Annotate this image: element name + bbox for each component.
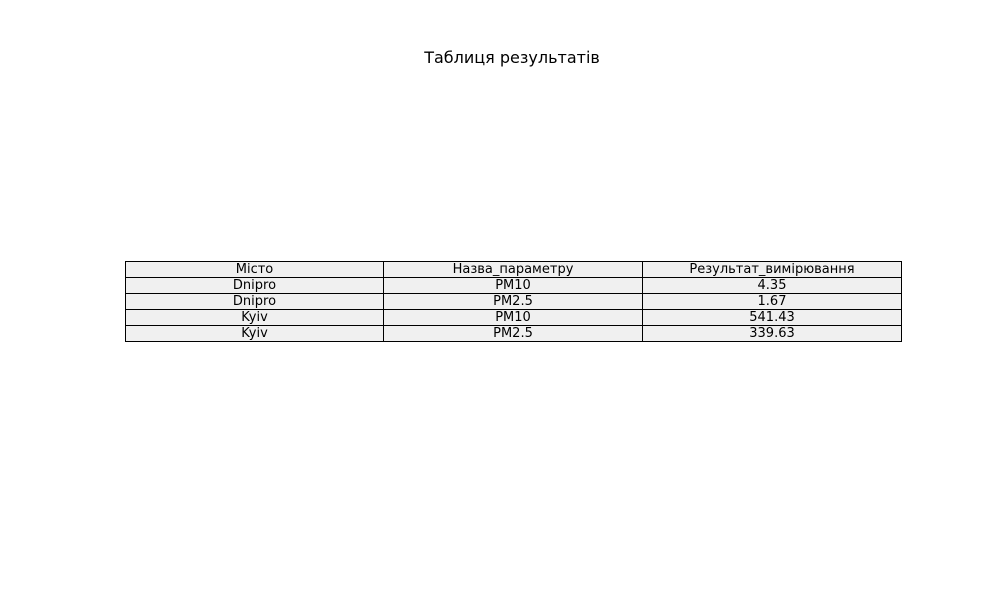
header-cell-city: Місто — [126, 262, 384, 278]
table-cell-parameter: PM2.5 — [384, 294, 643, 310]
table-cell-value: 339.63 — [643, 326, 902, 342]
table-header-row — [126, 262, 902, 278]
table-title: Таблиця результатів — [424, 48, 600, 67]
table-cell-parameter: PM10 — [384, 278, 643, 294]
table-cell-value: 4.35 — [643, 278, 902, 294]
table-cell-city: Dnipro — [126, 294, 384, 310]
table-row — [126, 326, 902, 342]
results-table — [125, 261, 902, 342]
table-row — [126, 278, 902, 294]
table-cell-city: Kyiv — [126, 310, 384, 326]
table-cell-city: Dnipro — [126, 278, 384, 294]
table-row — [126, 294, 902, 310]
table-row — [126, 310, 902, 326]
table-cell-value: 541.43 — [643, 310, 902, 326]
table-cell-city: Kyiv — [126, 326, 384, 342]
header-cell-measurement-result: Результат_вимірювання — [643, 262, 902, 278]
table-cell-value: 1.67 — [643, 294, 902, 310]
table-cell-parameter: PM2.5 — [384, 326, 643, 342]
table-cell-parameter: PM10 — [384, 310, 643, 326]
header-cell-parameter-name: Назва_параметру — [384, 262, 643, 278]
